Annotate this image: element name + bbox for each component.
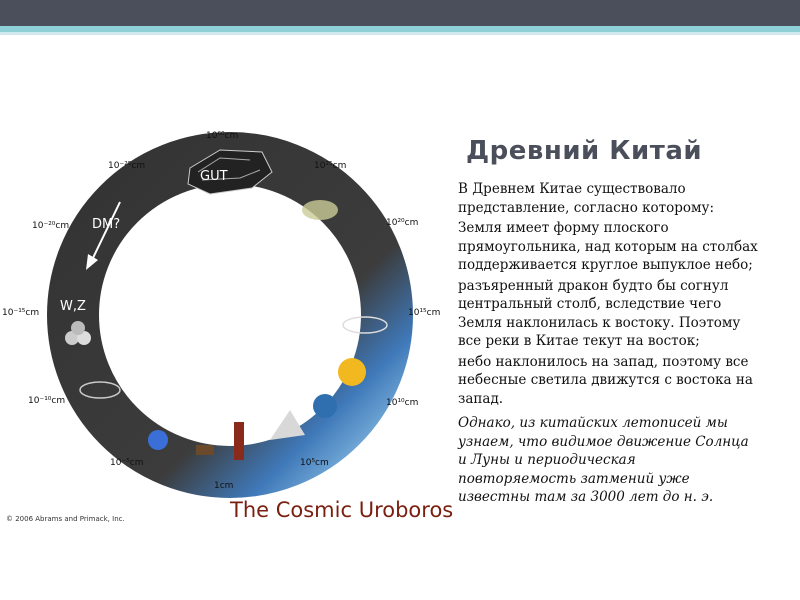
slide-title: Древний Китай [466,136,703,166]
scale-label-1cm: 1cm [214,481,234,491]
copyright-text: © 2006 Abrams and Primack, Inc. [6,515,125,523]
scale-label-10e20: 10²⁰cm [386,218,419,228]
mountain-icon [270,410,305,440]
scale-label-10e-5: 10⁻⁵cm [110,458,144,468]
sun-icon [338,358,366,386]
diagram-title: The Cosmic Uroboros [230,498,454,522]
scale-label-10e-20: 10⁻²⁰cm [32,221,70,231]
scale-label-10e25: 10²⁵cm [314,161,347,171]
earth-icon [313,394,337,418]
paragraph-intro: В Древнем Китае существовало представление, согласно которому: [458,181,715,216]
paragraph-earth: Земля имеет форму плоского прямоугольника, над которым на столбах поддерживается круглое выпуклое небо; [458,220,758,273]
scale-label-10e60: 10⁶⁰cm [206,131,239,141]
wz-label: W,Z [60,299,86,314]
constellation-icon [338,256,346,264]
cosmic-uroboros-diagram [0,110,460,530]
slide-body [458,180,758,509]
top-bar [0,0,800,26]
uroboros-ring [73,158,387,472]
human-figure-icon [234,422,244,460]
paragraph-dragon: разъяренный дракон будто бы согнул центральный столб, вследствие чего Земля наклонилась к востоку. Поэтому все реки в Китае текут на восток; [458,277,741,349]
scale-label-10e15: 10¹⁵cm [408,308,441,318]
scale-label-10e-15: 10⁻¹⁵cm [2,308,40,318]
paragraph-chronicles: Однако, из китайских летописей мы узнаем, что видимое движение Солнца и Луны и периодическая повторяемость затмений уже известны там за 3000 лет до н. э. [458,415,749,505]
paragraph-sky: небо наклонилось на запад, поэтому все небесные светила движутся с востока на запад. [458,353,753,407]
scale-label-10e-10: 10⁻¹⁰cm [28,396,66,406]
dog-icon [196,445,214,455]
dm-label: DM? [92,217,121,232]
gut-label: GUT [200,169,228,184]
top-accent-line-light [0,32,800,35]
scale-label-10e10: 10¹⁰cm [386,398,419,408]
scale-label-10e5: 10⁵cm [300,458,329,468]
galaxy-icon [302,200,338,220]
scale-label-10e-25: 10⁻²⁵cm [108,161,146,171]
cell-icon [148,430,168,450]
